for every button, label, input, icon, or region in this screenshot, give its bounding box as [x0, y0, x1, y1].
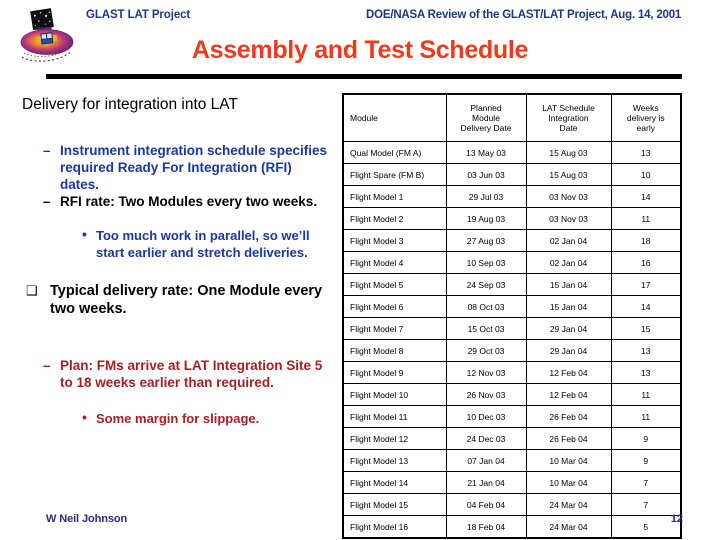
column-header-line: early	[636, 123, 655, 133]
cell-module: Flight Model 3	[343, 230, 446, 252]
cell-planned-delivery-date: 19 Aug 03	[446, 208, 526, 230]
cell-weeks-early: 14	[611, 296, 681, 318]
bullet-item-3	[82, 226, 336, 261]
cell-planned-delivery-date: 26 Nov 03	[446, 384, 526, 406]
cell-planned-delivery-date: 21 Jan 04	[446, 472, 526, 494]
cell-lat-integration-date: 29 Jan 04	[526, 340, 611, 362]
cell-module: Flight Model 16	[343, 516, 446, 539]
cell-weeks-early: 15	[611, 318, 681, 340]
cell-module: Flight Model 7	[343, 318, 446, 340]
cell-lat-integration-date: 15 Aug 03	[526, 142, 611, 164]
cell-weeks-early: 10	[611, 164, 681, 186]
cell-weeks-early: 18	[611, 230, 681, 252]
cell-planned-delivery-date: 08 Oct 03	[446, 296, 526, 318]
cell-planned-delivery-date: 03 Jun 03	[446, 164, 526, 186]
column-header-line: Module	[350, 113, 378, 123]
footer-page-number: 12	[670, 513, 683, 525]
cell-module: Flight Model 4	[343, 252, 446, 274]
cell-weeks-early: 9	[611, 450, 681, 472]
cell-weeks-early: 14	[611, 186, 681, 208]
cell-planned-delivery-date: 12 Nov 03	[446, 362, 526, 384]
column-header-line: Weeks	[632, 103, 659, 113]
cell-module: Flight Model 15	[343, 494, 446, 516]
bullet-item-2	[43, 193, 332, 210]
cell-module: Flight Model 2	[343, 208, 446, 230]
cell-lat-integration-date: 24 Mar 04	[526, 516, 611, 539]
table-row	[343, 362, 681, 384]
cell-weeks-early: 13	[611, 340, 681, 362]
cell-lat-integration-date: 15 Jan 04	[526, 274, 611, 296]
bullet-item-4	[26, 282, 334, 318]
cell-module: Qual Model (FM A)	[343, 142, 446, 164]
cell-module: Flight Model 9	[343, 362, 446, 384]
table-row	[343, 142, 681, 164]
column-header-planned-delivery	[446, 94, 526, 142]
table-row	[343, 494, 681, 516]
table-row	[343, 318, 681, 340]
cell-planned-delivery-date: 29 Jul 03	[446, 186, 526, 208]
cell-lat-integration-date: 03 Nov 03	[526, 208, 611, 230]
footer-author: W Neil Johnson	[46, 513, 128, 525]
cell-planned-delivery-date: 13 May 03	[446, 142, 526, 164]
cell-planned-delivery-date: 27 Aug 03	[446, 230, 526, 252]
cell-weeks-early: 13	[611, 362, 681, 384]
bullet-item-1	[43, 142, 332, 193]
cell-lat-integration-date: 26 Feb 04	[526, 406, 611, 428]
cell-module: Flight Model 1	[343, 186, 446, 208]
column-header-line: Integration	[548, 113, 589, 123]
column-header-line: delivery is	[626, 113, 665, 123]
cell-weeks-early: 5	[611, 516, 681, 539]
bullet-marker-dot: •	[82, 226, 87, 242]
bullet-text: Some margin for slippage.	[96, 411, 260, 426]
table-row	[343, 208, 681, 230]
column-header-line: Module	[472, 113, 500, 123]
cell-module: Flight Model 14	[343, 472, 446, 494]
bullet-item-6	[82, 409, 336, 427]
table-row	[343, 406, 681, 428]
cell-planned-delivery-date: 04 Feb 04	[446, 494, 526, 516]
cell-lat-integration-date: 03 Nov 03	[526, 186, 611, 208]
table-row	[343, 186, 681, 208]
bullet-text: Instrument integration schedule specifies required Ready For Integration (RFI) dates.	[60, 143, 328, 192]
body-heading: Delivery for integration into LAT	[22, 96, 238, 113]
slide-header	[0, 0, 720, 32]
cell-lat-integration-date: 15 Jan 04	[526, 296, 611, 318]
header-left-title: GLAST LAT Project	[86, 9, 191, 21]
title-divider	[46, 74, 682, 79]
bullet-text: Too much work in parallel, so we’ll start earlier and stretch deliveries.	[96, 228, 310, 260]
cell-module: Flight Spare (FM B)	[343, 164, 446, 186]
column-header-line: Delivery Date	[460, 123, 512, 133]
cell-weeks-early: 17	[611, 274, 681, 296]
cell-weeks-early: 11	[611, 208, 681, 230]
cell-weeks-early: 11	[611, 406, 681, 428]
table-row	[343, 296, 681, 318]
content-body-left	[0, 92, 336, 492]
cell-lat-integration-date: 02 Jan 04	[526, 252, 611, 274]
cell-module: Flight Model 5	[343, 274, 446, 296]
table-row	[343, 164, 681, 186]
column-header-module	[343, 94, 446, 142]
cell-lat-integration-date: 02 Jan 04	[526, 230, 611, 252]
bullet-text: RFI rate: Two Modules every two weeks.	[60, 194, 318, 209]
cell-module: Flight Model 6	[343, 296, 446, 318]
column-header-line: Date	[559, 123, 578, 133]
column-header-line: LAT Schedule	[542, 103, 595, 113]
column-header-line: Planned	[470, 103, 502, 113]
cell-weeks-early: 16	[611, 252, 681, 274]
table-row	[343, 428, 681, 450]
bullet-marker-dash: –	[43, 194, 51, 209]
cell-weeks-early: 7	[611, 472, 681, 494]
table-row	[343, 516, 681, 539]
column-header-lat-integration	[526, 94, 611, 142]
header-right-title: DOE/NASA Review of the GLAST/LAT Project, Aug. 14, 2001	[366, 9, 682, 21]
cell-weeks-early: 9	[611, 428, 681, 450]
cell-module: Flight Model 11	[343, 406, 446, 428]
cell-lat-integration-date: 24 Mar 04	[526, 494, 611, 516]
cell-planned-delivery-date: 24 Dec 03	[446, 428, 526, 450]
cell-lat-integration-date: 12 Feb 04	[526, 362, 611, 384]
table-row	[343, 230, 681, 252]
cell-lat-integration-date: 29 Jan 04	[526, 318, 611, 340]
bullet-marker-dot: •	[82, 409, 87, 425]
cell-planned-delivery-date: 07 Jan 04	[446, 450, 526, 472]
cell-planned-delivery-date: 29 Oct 03	[446, 340, 526, 362]
bullet-marker-dash: –	[43, 358, 51, 373]
cell-weeks-early: 11	[611, 384, 681, 406]
cell-planned-delivery-date: 10 Dec 03	[446, 406, 526, 428]
cell-lat-integration-date: 10 Mar 04	[526, 450, 611, 472]
table-row	[343, 472, 681, 494]
schedule-table	[342, 93, 682, 539]
column-header-weeks-early	[611, 94, 681, 142]
cell-module: Flight Model 10	[343, 384, 446, 406]
cell-lat-integration-date: 12 Feb 04	[526, 384, 611, 406]
cell-lat-integration-date: 26 Feb 04	[526, 428, 611, 450]
cell-module: Flight Model 12	[343, 428, 446, 450]
table-row	[343, 384, 681, 406]
cell-module: Flight Model 13	[343, 450, 446, 472]
cell-weeks-early: 13	[611, 142, 681, 164]
bullet-text: Plan: FMs arrive at LAT Integration Site 5 to 18 weeks earlier than required.	[60, 358, 323, 390]
cell-module: Flight Model 8	[343, 340, 446, 362]
cell-planned-delivery-date: 24 Sep 03	[446, 274, 526, 296]
table-row	[343, 252, 681, 274]
cell-lat-integration-date: 10 Mar 04	[526, 472, 611, 494]
cell-planned-delivery-date: 18 Feb 04	[446, 516, 526, 539]
page-title: Assembly and Test Schedule	[191, 36, 529, 64]
table-row	[343, 450, 681, 472]
cell-planned-delivery-date: 15 Oct 03	[446, 318, 526, 340]
cell-planned-delivery-date: 10 Sep 03	[446, 252, 526, 274]
bullet-item-5	[43, 357, 332, 391]
bullet-marker-checkbox-icon: ❑	[26, 283, 38, 298]
cell-weeks-early: 7	[611, 494, 681, 516]
bullet-text: Typical delivery rate: One Module every two weeks.	[50, 283, 323, 317]
table-row	[343, 274, 681, 296]
bullet-marker-dash: –	[43, 143, 51, 158]
cell-lat-integration-date: 15 Aug 03	[526, 164, 611, 186]
table-row	[343, 340, 681, 362]
table-header-row	[343, 94, 681, 142]
